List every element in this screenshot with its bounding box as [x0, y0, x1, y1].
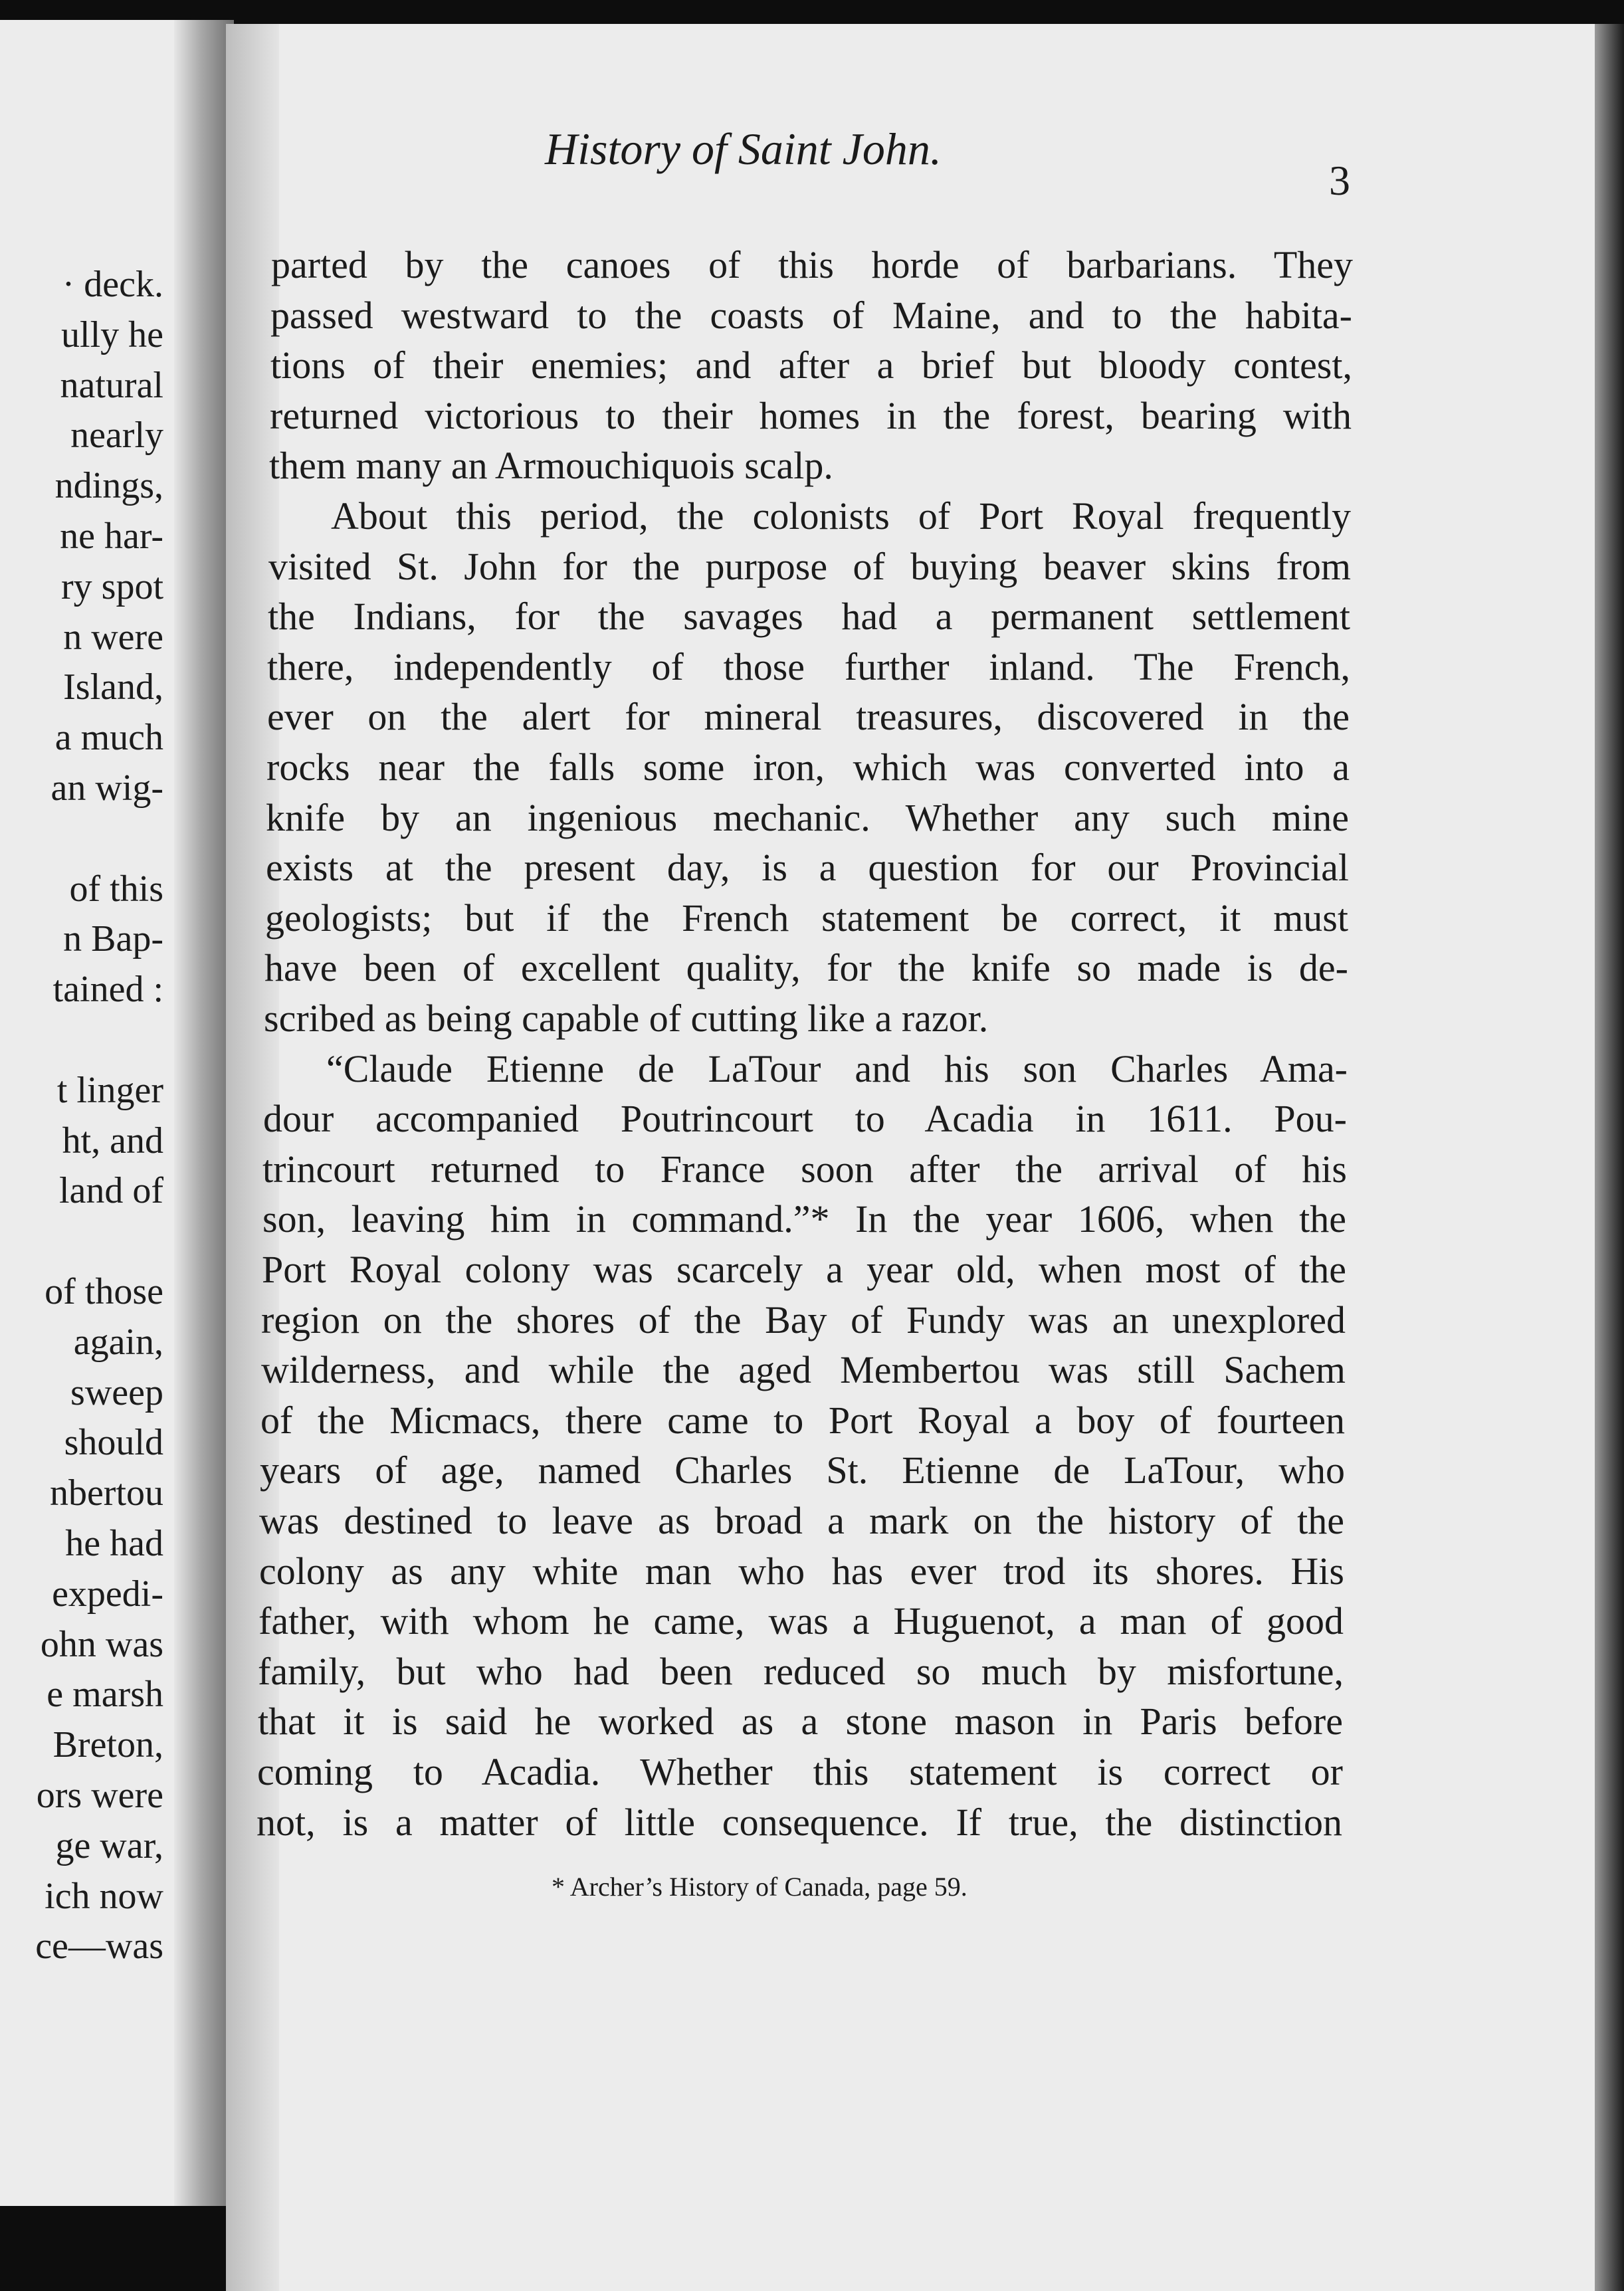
body-line: coming to Acadia. Whether this statement is correct or: [257, 1750, 1343, 1793]
left-page-line: ndings,: [54, 465, 163, 507]
left-page-line: land of: [58, 1170, 163, 1212]
body-line: parted by the canoes of this horde of barbarians. They: [271, 243, 1353, 286]
left-page-line: natural: [60, 364, 163, 406]
left-page-line: tained :: [52, 969, 163, 1011]
body-line: wilderness, and while the aged Membertou was still Sachem: [261, 1348, 1346, 1392]
body-line: returned victorious to their homes in the forest, bearing with: [270, 393, 1352, 437]
left-page-line: n were: [63, 616, 163, 658]
left-page-line: nearly: [70, 415, 163, 456]
body-line: the Indians, for the savages had a permanent settlement: [268, 595, 1350, 639]
left-page-line: Breton,: [52, 1724, 163, 1766]
body-line: geologists; but if the French statement be correct, it must: [265, 896, 1348, 940]
page-number: 3: [1329, 157, 1350, 204]
left-page-line: again,: [73, 1321, 163, 1363]
body-line: “Claude Etienne de LaTour and his son Charles Ama-: [326, 1046, 1348, 1090]
body-line: dour accompanied Poutrincourt to Acadia in 1611. Pou-: [263, 1097, 1347, 1141]
running-header-title: History of Saint John.: [545, 124, 942, 174]
body-line: years of age, named Charles St. Etienne de LaTour, who: [260, 1448, 1345, 1492]
body-line: trincourt returned to France soon after the arrival of his: [262, 1147, 1347, 1191]
scan-background: [0, 2206, 226, 2291]
footnote: * Archer’s History of Canada, page 59.: [552, 1872, 967, 1902]
left-page-line: ully he: [61, 314, 163, 355]
body-line: have been of excellent quality, for the knife so made is de-: [264, 946, 1348, 990]
body-line: them many an Armouchiquois scalp.: [269, 444, 833, 488]
left-page-line: ce—was: [35, 1926, 163, 1967]
body-line: rocks near the falls some iron, which was converted into a: [266, 746, 1350, 789]
left-page-line: · deck.: [62, 264, 163, 305]
left-page-line: of those: [45, 1271, 163, 1312]
body-line: that it is said he worked as a stone mason in Paris before: [258, 1700, 1343, 1743]
body-line: Port Royal colony was scarcely a year old, when most of the: [262, 1248, 1346, 1291]
body-line: ever on the alert for mineral treasures, discovered in the: [267, 695, 1350, 739]
body-line: passed westward to the coasts of Maine, and to the habita-: [270, 293, 1352, 337]
body-line: colony as any white man who has ever trod its shores. His: [259, 1549, 1344, 1593]
body-line: not, is a matter of little consequence. If true, the distinction: [256, 1800, 1342, 1844]
left-page-line: Island,: [63, 666, 163, 708]
body-line: visited St. John for the purpose of buying beaver skins from: [268, 544, 1351, 588]
body-line: About this period, the colonists of Port Royal frequently: [331, 494, 1351, 538]
left-page-line: expedi-: [52, 1573, 163, 1615]
left-page-line: e marsh: [47, 1674, 163, 1716]
left-page-line: sweep: [70, 1371, 163, 1413]
body-line: was destined to leave as broad a mark on the history of the: [259, 1499, 1344, 1542]
body-line: scribed as being capable of cutting like a razor.: [264, 997, 989, 1040]
book-gutter-shadow: [174, 20, 234, 2206]
left-page-line: n Bap-: [63, 918, 163, 960]
body-line: family, but who had been reduced so much by misfortune,: [258, 1649, 1344, 1693]
body-line: exists at the present day, is a question for our Provincial: [266, 846, 1349, 890]
left-page-line: a much: [54, 717, 163, 759]
left-page-line: ht, and: [62, 1120, 163, 1161]
body-line: of the Micmacs, there came to Port Royal a boy of fourteen: [260, 1398, 1345, 1442]
left-page-line: ich now: [45, 1875, 163, 1917]
left-page-line: t linger: [56, 1069, 163, 1111]
page-right-edge: [1595, 24, 1624, 2291]
left-page-line: he had: [65, 1523, 163, 1564]
body-line: knife by an ingenious mechanic. Whether any such mine: [266, 795, 1349, 839]
left-page-line: ry spot: [61, 565, 163, 607]
body-line: region on the shores of the Bay of Fundy was an unexplored: [261, 1298, 1346, 1342]
left-page-line: should: [64, 1422, 163, 1464]
body-line: son, leaving him in command.”* In the year 1606, when the: [262, 1197, 1346, 1241]
body-line: there, independently of those further inland. The French,: [267, 645, 1350, 688]
left-page-line: an wig-: [51, 767, 163, 809]
left-page-line: ne har-: [60, 516, 163, 557]
body-line: tions of their enemies; and after a brief but bloody contest,: [270, 344, 1352, 387]
left-page-line: of this: [69, 868, 163, 910]
left-page-line: nbertou: [49, 1472, 163, 1514]
body-line: father, with whom he came, was a Huguenot, a man of good: [258, 1599, 1344, 1643]
left-page-line: ohn was: [40, 1623, 163, 1665]
left-page-line: ge war,: [55, 1825, 163, 1866]
left-page-line: ors were: [36, 1775, 163, 1816]
